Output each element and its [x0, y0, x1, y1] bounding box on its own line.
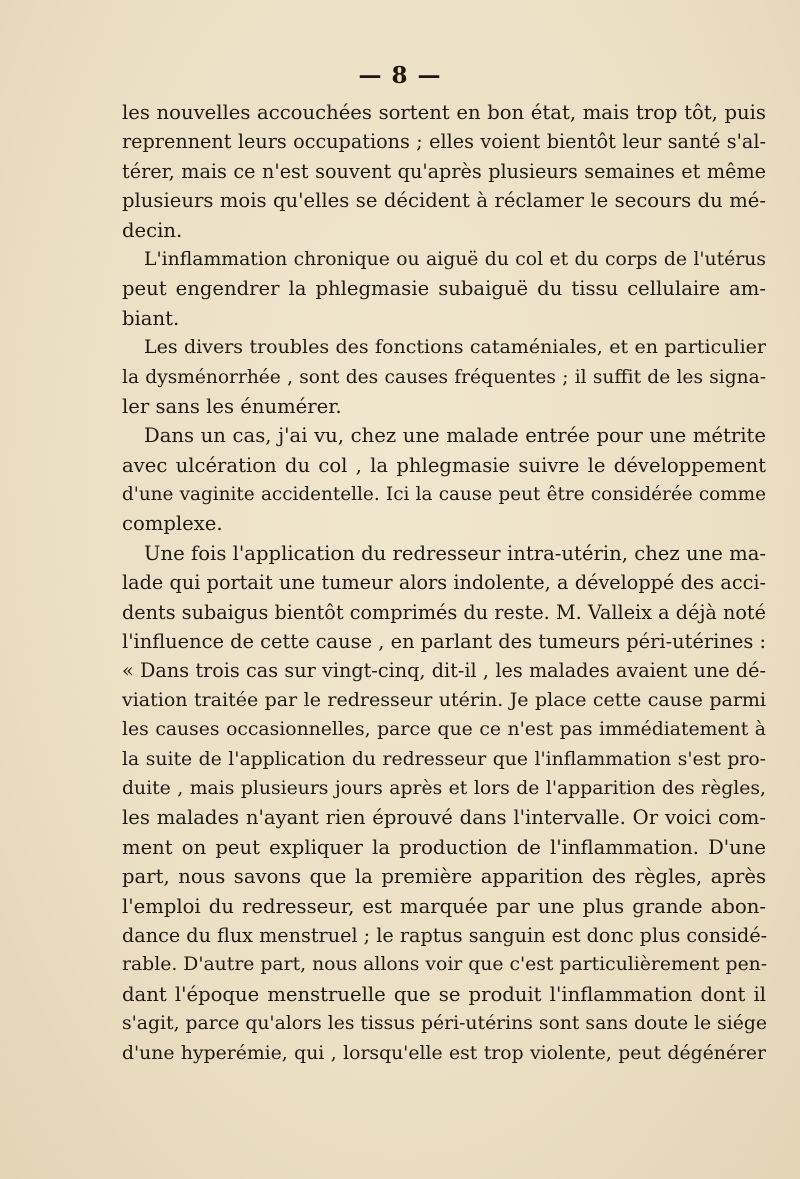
text-line: Une fois l'application du redresseur intra-utérin, chez une ma- — [144, 541, 766, 565]
text-line: peut engendrer la phlegmasie subaiguë du tissu cellulaire am- — [122, 277, 766, 301]
text-line: les malades n'ayant rien éprouvé dans l'intervalle. Or voici com- — [122, 806, 766, 830]
text-line: la dysménorrhée , sont des causes fréquentes ; il suffit de les signa- — [122, 366, 766, 388]
page-number: — 8 — — [358, 62, 442, 89]
text-line: Les divers troubles des fonctions cataméniales, et en particulier — [144, 336, 766, 359]
text-line: « Dans trois cas sur vingt-cinq, dit-il , les malades avaient une dé- — [122, 659, 766, 683]
text-line: d'une vaginite accidentelle. Ici la cause peut être considérée comme — [122, 484, 766, 506]
text-line: decin. — [122, 218, 183, 242]
text-line: lade qui portait une tumeur alors indolente, a développé des acci- — [122, 571, 766, 595]
text-line: d'une hyperémie, qui , lorsqu'elle est trop violente, peut dégénérer — [122, 1042, 766, 1064]
text-line: plusieurs mois qu'elles se décident à réclamer le secours du mé- — [122, 189, 766, 213]
text-line: rable. D'autre part, nous allons voir que c'est particulièrement pen- — [122, 954, 768, 976]
text-line: ler sans les énumérer. — [122, 394, 342, 418]
text-line: l'influence de cette cause , en parlant des tumeurs péri-utérines : — [122, 630, 766, 654]
text-line: s'agit, parce qu'alors les tissus péri-utérins sont sans doute le siége — [122, 1013, 768, 1035]
text-line: l'emploi du redresseur, est marquée par une plus grande abon- — [122, 894, 766, 918]
text-line: la suite de l'application du redresseur que l'inflammation s'est pro- — [122, 748, 766, 770]
text-line: avec ulcération du col , la phlegmasie suivre le développement — [122, 453, 766, 477]
text-line: reprennent leurs occupations ; elles voient bientôt leur santé s'al- — [122, 130, 766, 154]
text-line: les causes occasionnelles, parce que ce n'est pas immédiatement à — [122, 719, 766, 741]
text-line: duite , mais plusieurs jours après et lors de l'apparition des règles, — [122, 777, 766, 799]
text-line: dant l'époque menstruelle que se produit l'inflammation dont il — [122, 982, 766, 1006]
text-line: biant. — [122, 306, 180, 330]
text-line: dents subaigus bientôt comprimés du reste. M. Valleix a déjà noté — [122, 600, 766, 624]
text-line: ment on peut expliquer la production de l'inflammation. D'une — [122, 835, 766, 859]
text-line: viation traitée par le redresseur utérin. Je place cette cause parmi — [122, 688, 766, 711]
text-line: Dans un cas, j'ai vu, chez une malade entrée pour une métrite — [144, 424, 766, 448]
body-text — [122, 98, 766, 1068]
text-line: complexe. — [122, 512, 223, 536]
text-line: part, nous savons que la première apparition des règles, après — [122, 865, 766, 889]
text-line: dance du flux menstruel ; le raptus sanguin est donc plus considé- — [122, 923, 768, 947]
text-line: térer, mais ce n'est souvent qu'après plusieurs semaines et même — [122, 159, 766, 183]
text-line: les nouvelles accouchées sortent en bon état, mais trop tôt, puis — [122, 101, 766, 124]
text-line: L'inflammation chronique ou aiguë du col et du corps de l'utérus — [144, 248, 766, 270]
